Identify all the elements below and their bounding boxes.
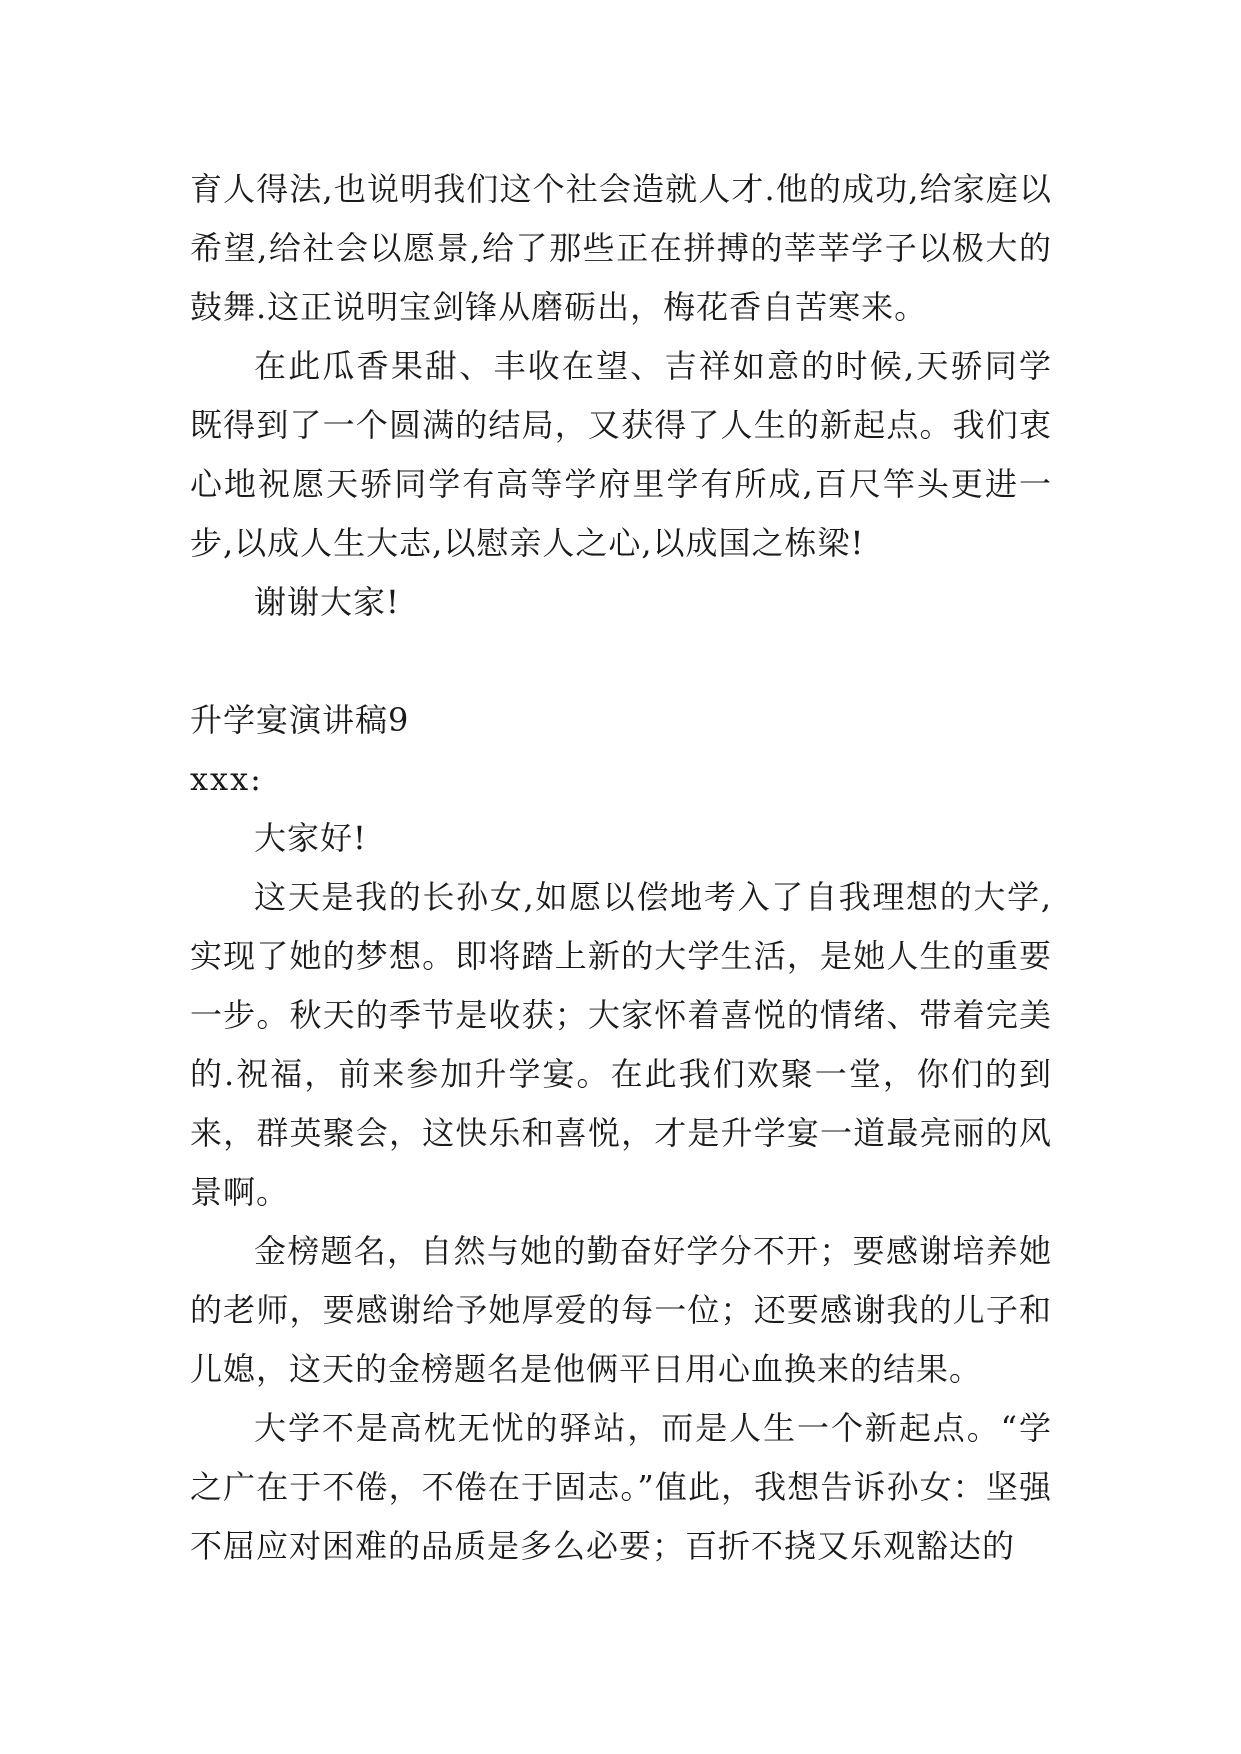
paragraph-thanks: 谢谢大家! <box>254 583 400 621</box>
paragraph-intro: 这天是我的长孙女,如愿以偿地考入了自我理想的大学,实现了她的梦想。即将踏上新的大学生活，是她人生的重要一步。秋天的季节是收获；大家怀着喜悦的情绪、带着完美的.祝福，前来参加升学宴。在此我们欢聚一堂，你们的到来，群英聚会，这快乐和喜悦，才是升学宴一道最亮丽的风景啊。 <box>190 878 1052 1211</box>
paragraph-blessing: 在此瓜香果甜、丰收在望、吉祥如意的时候,天骄同学既得到了一个圆满的结局，又获得了人生的新起点。我们衷心地祝愿天骄同学有高等学府里学有所成,百尺竿头更进一步,以成人生大志,以慰亲人之心,以成国之栋梁! <box>190 347 1052 562</box>
salutation: xxx: <box>190 760 263 798</box>
paragraph-advice: 大学不是高枕无忧的驿站，而是人生一个新起点。“学之广在于不倦，不倦在于固志。”值此，我想告诉孙女：坚强不屈应对困难的品质是多么必要；百折不挠又乐观豁达的 <box>190 1409 1052 1565</box>
section-heading: 升学宴演讲稿9 <box>190 701 410 739</box>
paragraph-continued: 育人得法,也说明我们这个社会造就人才.他的成功,给家庭以希望,给社会以愿景,给了那些正在拼搏的莘莘学子以极大的鼓舞.这正说明宝剑锋从磨砺出，梅花香自苦寒来。 <box>190 170 1052 326</box>
paragraph-gratitude: 金榜题名，自然与她的勤奋好学分不开；要感谢培养她的老师，要感谢给予她厚爱的每一位；还要感谢我的儿子和儿媳，这天的金榜题名是他俩平日用心血换来的结果。 <box>190 1232 1052 1388</box>
document-body <box>190 160 1052 1576</box>
paragraph-greeting: 大家好! <box>254 819 367 857</box>
section-gap <box>190 632 1052 691</box>
